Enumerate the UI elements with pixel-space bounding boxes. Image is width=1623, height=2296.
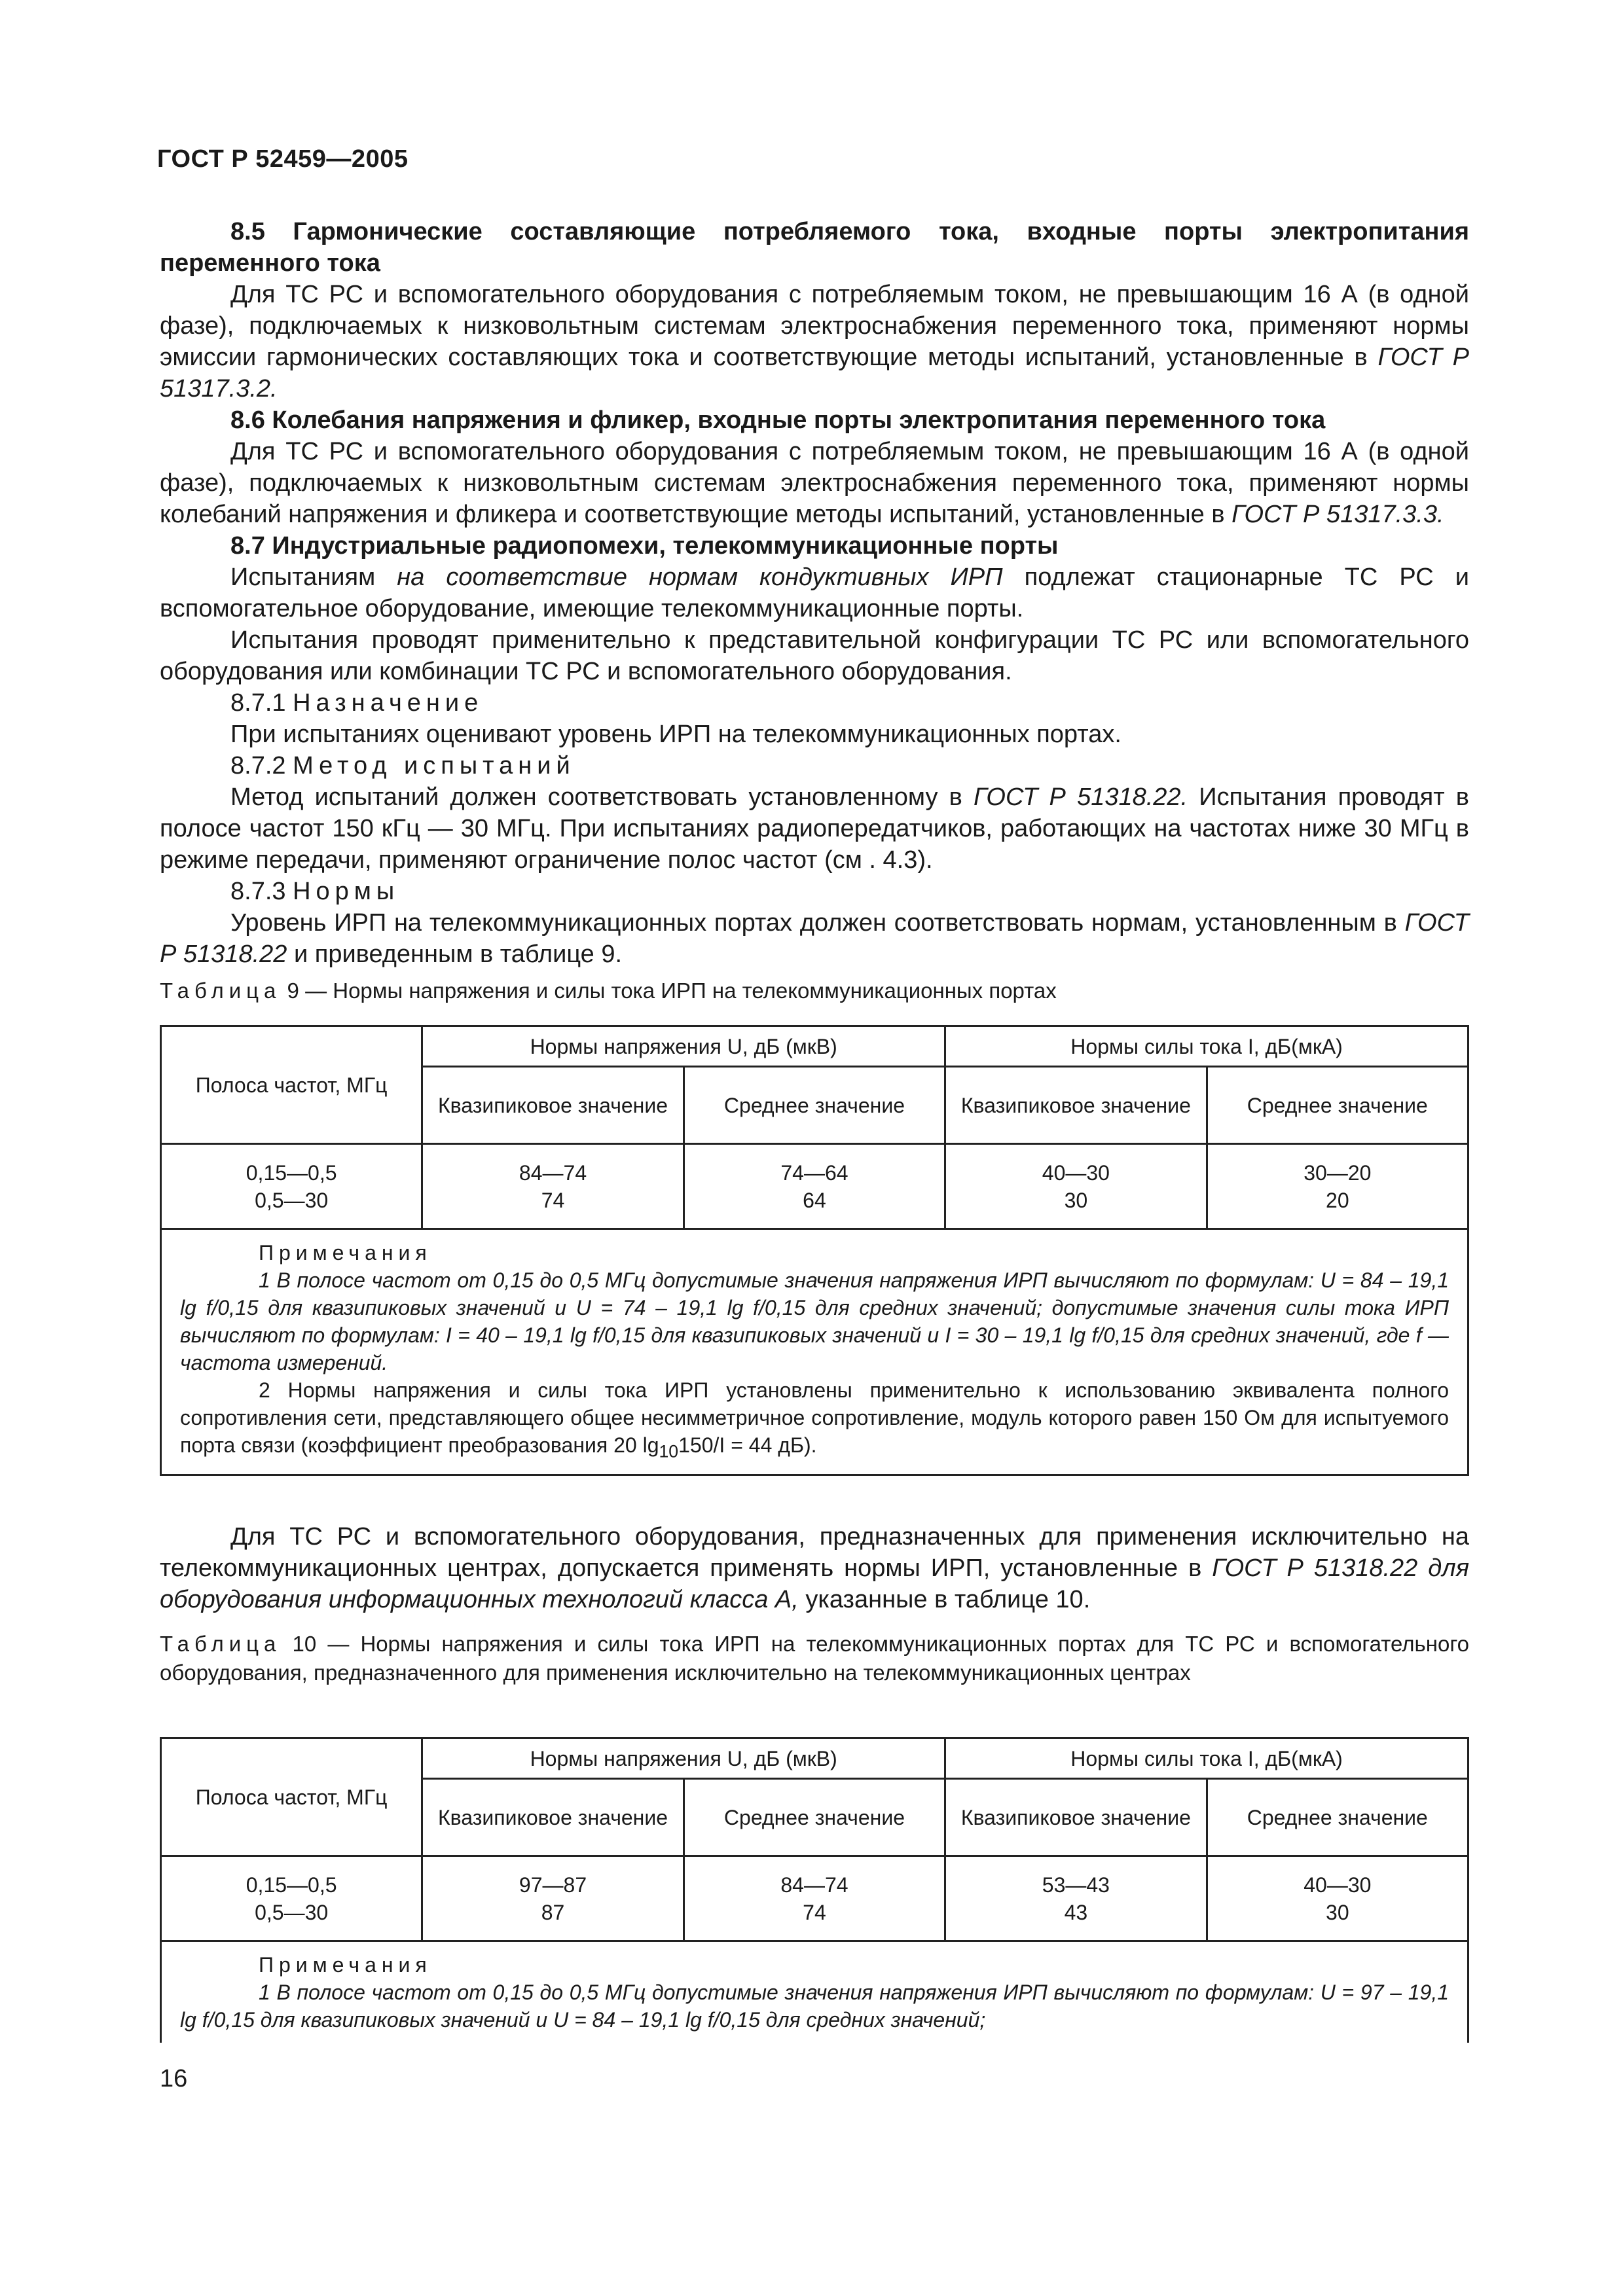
header-average: Среднее значение bbox=[1207, 1067, 1468, 1144]
section-8-6-text: Для ТС РС и вспомогательного оборудования с потребляемым током, не превышающим 16 А (в одной фазе), подключаемых к низковольтным системам электроснабжения переменного тока, применяют нормы колебаний напряжения и фликера и соответствующие методы испытаний, установленные в ГОСТ Р 51317.3.3. bbox=[160, 438, 1469, 528]
cell-bands: 0,15—0,5 0,5—30 bbox=[161, 1144, 422, 1229]
note-1: 1 В полосе частот от 0,15 до 0,5 МГц допустимые значения напряжения ИРП вычисляют по формулам: U = 97 – 19,1 lg f/0,15 для квазипиковых значений и U = 84 – 19,1 lg f/0,15 для средних значений; bbox=[180, 1981, 1449, 2032]
section-8-7-1-heading: 8.7.1 Назначение bbox=[230, 689, 484, 717]
cell-voltage-average: 74—64 64 bbox=[684, 1144, 945, 1229]
section-8-7-3-text: Уровень ИРП на телекоммуникационных портах должен соответствовать нормам, установленным в ГОСТ Р 51318.22 и приведенным в таблице 9. bbox=[160, 909, 1469, 968]
table-10 bbox=[160, 1737, 1469, 2043]
section-8-5-title: 8.5 Гармонические составляющие потребляемого тока, входные порты электропитания переменного тока bbox=[160, 218, 1469, 277]
section-8-7-2-text: Метод испытаний должен соответствовать установленному в ГОСТ Р 51318.22. Испытания проводят в полосе частот 150 кГц — 30 МГц. При испытаниях радиопередатчиков, работающих на частотах ниже 30 МГц в режиме передачи, применяют ограничение полос частот (см . 4.3). bbox=[160, 783, 1469, 874]
header-frequency-band: Полоса частот, МГц bbox=[161, 1738, 422, 1856]
header-current-limits: Нормы силы тока I, дБ(мкА) bbox=[945, 1738, 1468, 1779]
reference-gost-51317-3-2: ГОСТ Р 51317.3.2. bbox=[160, 344, 1470, 403]
header-average: Среднее значение bbox=[684, 1067, 945, 1144]
cell-current-quasi-peak: 40—30 30 bbox=[945, 1144, 1207, 1229]
table-10-caption: Таблица 10 — Нормы напряжения и силы тока ИРП на телекоммуникационных портах для ТС РС и вспомогательного оборудования, предназначенного для применения исключительно на телекоммуникационных центрах bbox=[160, 1632, 1469, 1685]
document-header: ГОСТ Р 52459—2005 bbox=[157, 145, 409, 173]
header-quasi-peak: Квазипиковое значение bbox=[422, 1779, 684, 1856]
cell-current-quasi-peak: 53—43 43 bbox=[945, 1856, 1207, 1941]
notes-title: Примечания bbox=[259, 1241, 432, 1265]
header-voltage-limits: Нормы напряжения U, дБ (мкВ) bbox=[422, 1026, 945, 1067]
table-9-caption: Таблица 9 — Нормы напряжения и силы тока ИРП на телекоммуникационных портах bbox=[160, 978, 1057, 1003]
cell-bands: 0,15—0,5 0,5—30 bbox=[161, 1856, 422, 1941]
section-8-7-3-heading: 8.7.3 Нормы bbox=[230, 878, 400, 905]
header-average: Среднее значение bbox=[684, 1779, 945, 1856]
section-8-7-title: 8.7 Индустриальные радиопомехи, телекоммуникационные порты bbox=[230, 532, 1059, 560]
header-voltage-limits: Нормы напряжения U, дБ (мкВ) bbox=[422, 1738, 945, 1779]
note-2: 2 Нормы напряжения и силы тока ИРП установлены применительно к использованию эквивалента полного сопротивления сети, представляющего общее несимметричное сопротивление, модуль которого равен 150 Ом для испытуемого порта связи (коэффициент преобразования 20 $\lg_{10}150/I = 44$ дБ). bbox=[180, 1378, 1449, 1462]
paragraph-telecom-centres: Для ТС РС и вспомогательного оборудования, предназначенных для применения исключительно на телекоммуникационных центрах, допускается применять нормы ИРП, установленные в ГОСТ Р 51318.22 для оборудования информационных технологий класса А, указанные в таблице 10. bbox=[160, 1523, 1469, 1613]
table-9 bbox=[160, 1025, 1469, 1476]
note-1: 1 В полосе частот от 0,15 до 0,5 МГц допустимые значения напряжения ИРП вычисляют по формулам: U = 84 – 19,1 lg f/0,15 для квазипиковых значений и U = 74 – 19,1 lg f/0,15 для средних значений; допустимые значения силы тока ИРП вычисляют по формулам: I = 40 – 19,1 lg f/0,15 для квазипиковых значений и I = 30 – 19,1 lg f/0,15 для средних значений, где f — частота измерений. bbox=[180, 1268, 1449, 1374]
cell-voltage-quasi-peak: 97—87 87 bbox=[422, 1856, 684, 1941]
section-8-5-text: Для ТС РС и вспомогательного оборудования с потребляемым током, не превышающим 16 А (в одной фазе), подключаемых к низковольтным системам электроснабжения переменного тока, применяют нормы эмиссии гармонических составляющих тока и соответствующие методы испытаний, установленные в ГОСТ Р 51317.3.2. bbox=[160, 281, 1470, 403]
header-frequency-band: Полоса частот, МГц bbox=[161, 1026, 422, 1144]
table-10-notes bbox=[161, 1941, 1468, 2043]
header-quasi-peak: Квазипиковое значение bbox=[945, 1779, 1207, 1856]
table-9-notes bbox=[161, 1229, 1468, 1475]
cell-voltage-average: 84—74 74 bbox=[684, 1856, 945, 1941]
section-8-7-para-1: Испытаниям на соответствие нормам кондуктивных ИРП подлежат стационарные ТС РС и вспомогательное оборудование, имеющие телекоммуникационные порты. bbox=[160, 564, 1469, 622]
header-quasi-peak: Квазипиковое значение bbox=[945, 1067, 1207, 1144]
page-number: 16 bbox=[160, 2065, 188, 2092]
header-quasi-peak: Квазипиковое значение bbox=[422, 1067, 684, 1144]
section-8-7-para-2: Испытания проводят применительно к представительной конфигурации ТС РС или вспомогательного оборудования или комбинации ТС РС и вспомогательного оборудования. bbox=[160, 626, 1469, 685]
cell-current-average: 30—20 20 bbox=[1207, 1144, 1468, 1229]
section-8-7-2-heading: 8.7.2 Метод испытаний bbox=[230, 752, 575, 780]
header-current-limits: Нормы силы тока I, дБ(мкА) bbox=[945, 1026, 1468, 1067]
cell-current-average: 40—30 30 bbox=[1207, 1856, 1468, 1941]
reference-gost-51317-3-3: ГОСТ Р 51317.3.3. bbox=[1231, 501, 1444, 528]
header-average: Среднее значение bbox=[1207, 1779, 1468, 1856]
section-8-7-1-text: При испытаниях оценивают уровень ИРП на телекоммуникационных портах. bbox=[230, 721, 1122, 748]
notes-title: Примечания bbox=[259, 1953, 432, 1977]
section-8-6-title: 8.6 Колебания напряжения и фликер, входные порты электропитания переменного тока bbox=[230, 406, 1326, 434]
cell-voltage-quasi-peak: 84—74 74 bbox=[422, 1144, 684, 1229]
